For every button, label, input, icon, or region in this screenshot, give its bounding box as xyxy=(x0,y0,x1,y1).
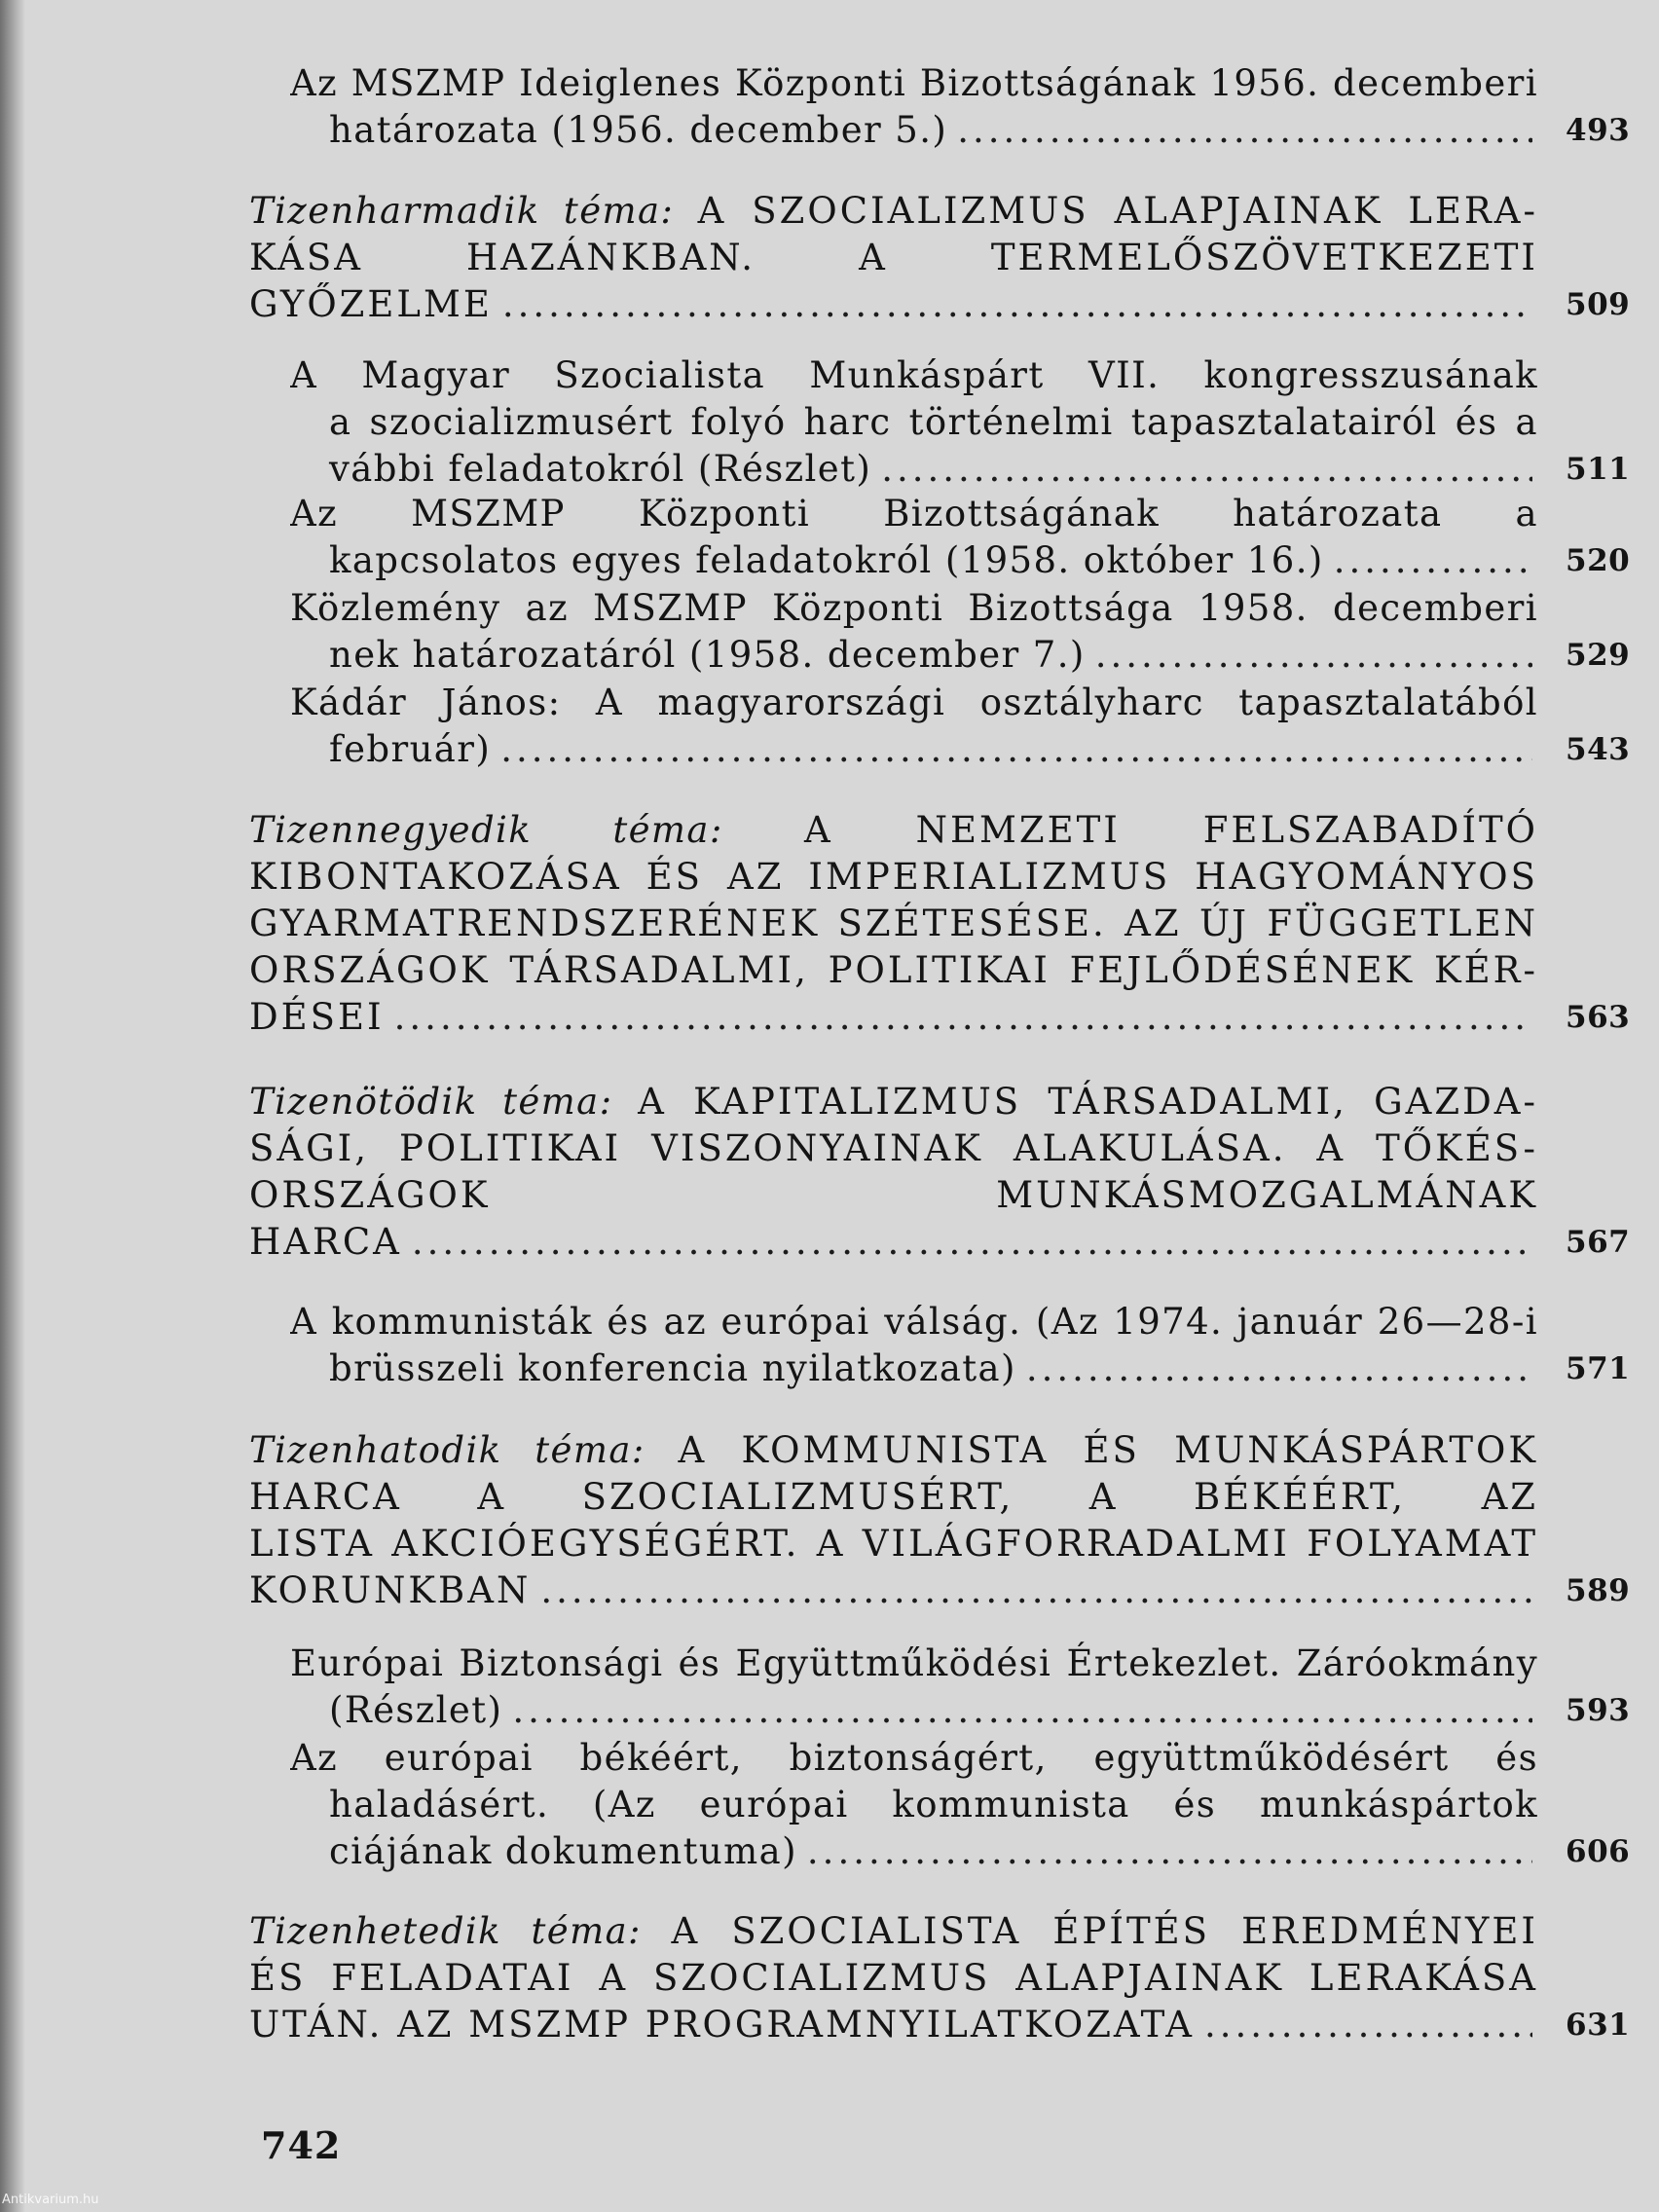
toc-entry xyxy=(290,1641,1538,1734)
toc-topic-first-line xyxy=(249,1079,1538,1125)
toc-last-line-text: GYŐZELME xyxy=(249,283,493,325)
page-number: 742 xyxy=(261,2123,342,2167)
toc-last-line xyxy=(249,2002,1538,2048)
toc-topic-entry xyxy=(249,1908,1538,2048)
topic-label: Tizenötödik téma: xyxy=(249,1081,613,1123)
toc-page-number: 606 xyxy=(1566,1834,1631,1869)
topic-title-text: A SZOCIALISTA ÉPÍTÉS EREDMÉNYEI xyxy=(671,1910,1538,1952)
toc-text-line: Az európai békéért, biztonságért, együttműködésért és xyxy=(290,1737,1538,1779)
topic-title-text: A SZOCIALIZMUS ALAPJAINAK LERA- xyxy=(697,190,1538,232)
toc-page-number: 589 xyxy=(1566,1573,1631,1608)
toc-text-line: Az MSZMP Központi Bizottságának határozata a xyxy=(290,493,1538,535)
toc-text-line: Közlemény az MSZMP Központi Bizottsága 1958. decemberi xyxy=(290,587,1538,629)
toc-text-line: SÁGI, POLITIKAI VISZONYAINAK ALAKULÁSA. A TŐKÉS- xyxy=(249,1127,1538,1169)
toc-topic-first-line xyxy=(249,188,1538,235)
toc-entry xyxy=(290,60,1538,154)
dot-leader xyxy=(1026,1346,1532,1392)
toc-text-line: HARCA A SZOCIALIZMUSÉRT, A BÉKÉÉRT, AZ xyxy=(249,1476,1538,1518)
toc-entry xyxy=(290,680,1538,773)
toc-entry xyxy=(290,1735,1538,1875)
toc-text-line: a szocializmusért folyó harc történelmi tapasztalatairól és a xyxy=(329,401,1538,443)
toc-topic-first-line xyxy=(249,1908,1538,1955)
toc-last-line xyxy=(249,1567,1538,1614)
toc-last-line xyxy=(249,1219,1538,1266)
dot-leader xyxy=(957,107,1532,154)
toc-last-line xyxy=(249,281,1538,328)
toc-last-line xyxy=(290,107,1538,154)
topic-label: Tizenhetedik téma: xyxy=(249,1910,642,1952)
toc-topic-entry xyxy=(249,188,1538,328)
toc-page-number: 511 xyxy=(1566,452,1631,487)
toc-text-line: ÉS FELADATAI A SZOCIALIZMUS ALAPJAINAK LERAKÁSA xyxy=(249,1957,1538,1999)
toc-entry xyxy=(290,1299,1538,1392)
toc-last-line xyxy=(249,994,1538,1041)
dot-leader xyxy=(881,446,1532,493)
topic-label: Tizenharmadik téma: xyxy=(249,190,675,232)
dot-leader xyxy=(1095,632,1532,679)
toc-last-line-text: vábbi feladatokról (Részlet) xyxy=(329,448,872,490)
toc-page-number: 571 xyxy=(1566,1351,1631,1386)
toc-last-line-text: február) xyxy=(329,728,492,770)
toc-page-number: 520 xyxy=(1566,543,1631,578)
toc-topic-first-line xyxy=(249,807,1538,854)
dot-leader xyxy=(1204,2002,1532,2048)
toc-page-number: 567 xyxy=(1566,1225,1631,1260)
watermark: Antikvarium.hu xyxy=(2,2193,99,2207)
toc-last-line-text: KORUNKBAN xyxy=(249,1569,532,1611)
topic-title-text: A KAPITALIZMUS TÁRSADALMI, GAZDA- xyxy=(638,1081,1538,1123)
toc-last-line xyxy=(290,537,1538,584)
dot-leader xyxy=(502,281,1532,328)
toc-text-line: ORSZÁGOK MUNKÁSMOZGALMÁNAK xyxy=(249,1174,1538,1216)
toc-text-line: GYARMATRENDSZERÉNEK SZÉTESÉSE. AZ ÚJ FÜGGETLEN xyxy=(249,903,1538,944)
toc-page-number: 529 xyxy=(1566,638,1631,673)
toc-text-line: KÁSA HAZÁNKBAN. A TERMELŐSZÖVETKEZETI xyxy=(249,237,1538,278)
toc-last-line-text: határozata (1956. december 5.) xyxy=(329,109,948,151)
dot-leader xyxy=(807,1828,1532,1875)
toc-last-line-text: DÉSEI xyxy=(249,996,385,1038)
dot-leader xyxy=(540,1567,1532,1614)
toc-page-number: 631 xyxy=(1566,2008,1631,2043)
toc-text-line: LISTA AKCIÓEGYSÉGÉRT. A VILÁGFORRADALMI FOLYAMAT xyxy=(249,1523,1538,1565)
dot-leader xyxy=(1334,537,1532,584)
toc-topic-entry xyxy=(249,807,1538,1041)
toc-text-line: haladásért. (Az európai kommunista és munkáspártok xyxy=(329,1784,1538,1825)
toc-topic-first-line xyxy=(249,1427,1538,1474)
toc-text-line: ORSZÁGOK TÁRSADALMI, POLITIKAI FEJLŐDÉSÉNEK KÉR- xyxy=(249,949,1538,991)
toc-text-line: A kommunisták és az európai válság. (Az 1974. január 26—28-i xyxy=(290,1301,1538,1343)
toc-page-number: 509 xyxy=(1566,287,1631,322)
toc-last-line xyxy=(290,1346,1538,1392)
toc-text-line: KIBONTAKOZÁSA ÉS AZ IMPERIALIZMUS HAGYOMÁNYOS xyxy=(249,856,1538,898)
toc-page-number: 563 xyxy=(1566,1000,1631,1035)
toc-last-line-text: ciájának dokumentuma) xyxy=(329,1830,797,1872)
toc-last-line xyxy=(290,726,1538,773)
toc-entry xyxy=(290,352,1538,493)
toc-entry xyxy=(290,585,1538,679)
toc-last-line-text: brüsszeli konferencia nyilatkozata) xyxy=(329,1347,1016,1389)
toc-page-number: 493 xyxy=(1566,113,1631,148)
dot-leader xyxy=(512,1687,1532,1734)
toc-last-line-text: nek határozatáról (1958. december 7.) xyxy=(329,634,1086,676)
topic-title-text: A NEMZETI FELSZABADÍTÓ xyxy=(804,809,1538,851)
toc-last-line xyxy=(290,1687,1538,1734)
toc-topic-entry xyxy=(249,1079,1538,1266)
toc-page-number: 543 xyxy=(1566,732,1631,767)
topic-title-text: A KOMMUNISTA ÉS MUNKÁSPÁRTOK xyxy=(678,1429,1538,1471)
toc-last-line xyxy=(290,632,1538,679)
toc-last-line xyxy=(290,1828,1538,1875)
topic-label: Tizenhatodik téma: xyxy=(249,1429,645,1471)
toc-last-line-text: (Részlet) xyxy=(329,1689,503,1731)
toc-text-line: Az MSZMP Ideiglenes Központi Bizottságának 1956. decemberi xyxy=(290,62,1538,104)
toc-last-line-text: kapcsolatos egyes feladatokról (1958. október 16.) xyxy=(329,539,1324,581)
toc-text-line: Kádár János: A magyarországi osztályharc tapasztalatából xyxy=(290,682,1538,723)
toc-page-number: 593 xyxy=(1566,1693,1631,1728)
dot-leader xyxy=(500,726,1532,773)
topic-label: Tizennegyedik téma: xyxy=(249,809,723,851)
dot-leader xyxy=(394,994,1532,1041)
toc-text-line: Európai Biztonsági és Együttműködési Értekezlet. Záróokmány xyxy=(290,1642,1538,1684)
toc-entry xyxy=(290,491,1538,584)
toc-last-line-text: UTÁN. AZ MSZMP PROGRAMNYILATKOZATA xyxy=(249,2004,1195,2046)
toc-last-line xyxy=(290,446,1538,493)
toc-text-line: A Magyar Szocialista Munkáspárt VII. kongresszusának xyxy=(290,354,1538,396)
toc-topic-entry xyxy=(249,1427,1538,1614)
toc-last-line-text: HARCA xyxy=(249,1221,402,1263)
dot-leader xyxy=(412,1219,1532,1266)
